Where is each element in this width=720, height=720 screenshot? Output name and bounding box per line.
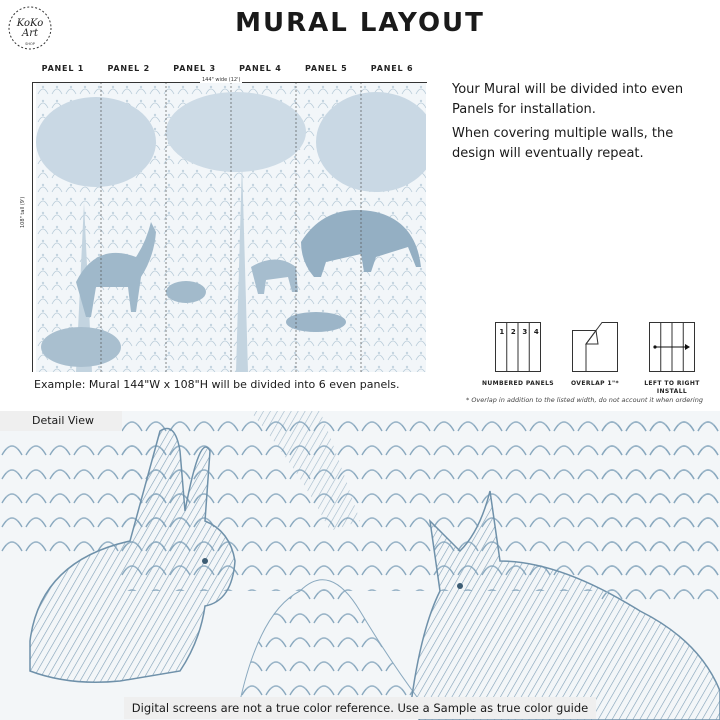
left-to-right-label: LEFT TO RIGHT INSTALL bbox=[644, 380, 700, 395]
detail-view-tab: Detail View bbox=[0, 411, 122, 431]
install-icons bbox=[480, 322, 710, 396]
overlap-icon bbox=[572, 322, 618, 372]
width-dimension-label: 144" wide (12') bbox=[202, 77, 241, 83]
left-to-right-arrow-icon bbox=[649, 322, 695, 372]
panel-label: PANEL 6 bbox=[370, 64, 414, 73]
left-to-right-block bbox=[634, 322, 710, 396]
overlap-block bbox=[557, 322, 633, 396]
svg-text:Art: Art bbox=[21, 28, 39, 39]
page-title: MURAL LAYOUT bbox=[235, 8, 485, 38]
height-dimension-label: 108" tall (9') bbox=[20, 196, 26, 228]
panel-number: 3 bbox=[522, 328, 528, 336]
height-dimension-line bbox=[32, 82, 33, 372]
info-line-repeat: When covering multiple walls, the design will eventually repeat. bbox=[452, 126, 674, 161]
panel-number: 2 bbox=[510, 328, 516, 336]
panel-number: 1 bbox=[499, 328, 505, 336]
overlap-label: OVERLAP 1"* bbox=[570, 380, 620, 387]
panel-label: PANEL 4 bbox=[239, 64, 282, 73]
info-text bbox=[452, 80, 714, 168]
numbered-panels-label: NUMBERED PANELS bbox=[481, 380, 555, 387]
example-caption: Example: Mural 144"W x 108"H will be divided into 6 even panels. bbox=[34, 378, 400, 391]
panel-labels bbox=[30, 64, 425, 73]
numbered-panels-block bbox=[480, 322, 556, 396]
info-line-panels: Your Mural will be divided into even Panels for installation. bbox=[452, 82, 684, 117]
panel-number: 4 bbox=[533, 328, 539, 336]
overlap-footnote: * Overlap in addition to the listed width, do not account it when ordering bbox=[466, 396, 703, 404]
svg-text:SHOP: SHOP bbox=[25, 42, 35, 46]
panel-label: PANEL 1 bbox=[41, 64, 85, 73]
mural-preview-image bbox=[36, 82, 426, 372]
svg-text:KoKo: KoKo bbox=[16, 18, 44, 29]
panel-label: PANEL 3 bbox=[173, 64, 216, 73]
panel-label: PANEL 5 bbox=[304, 64, 348, 73]
detail-view-image bbox=[0, 411, 720, 720]
panel-label: PANEL 2 bbox=[107, 64, 150, 73]
color-disclaimer: Digital screens are not a true color reference. Use a Sample as true color guide bbox=[124, 697, 596, 719]
